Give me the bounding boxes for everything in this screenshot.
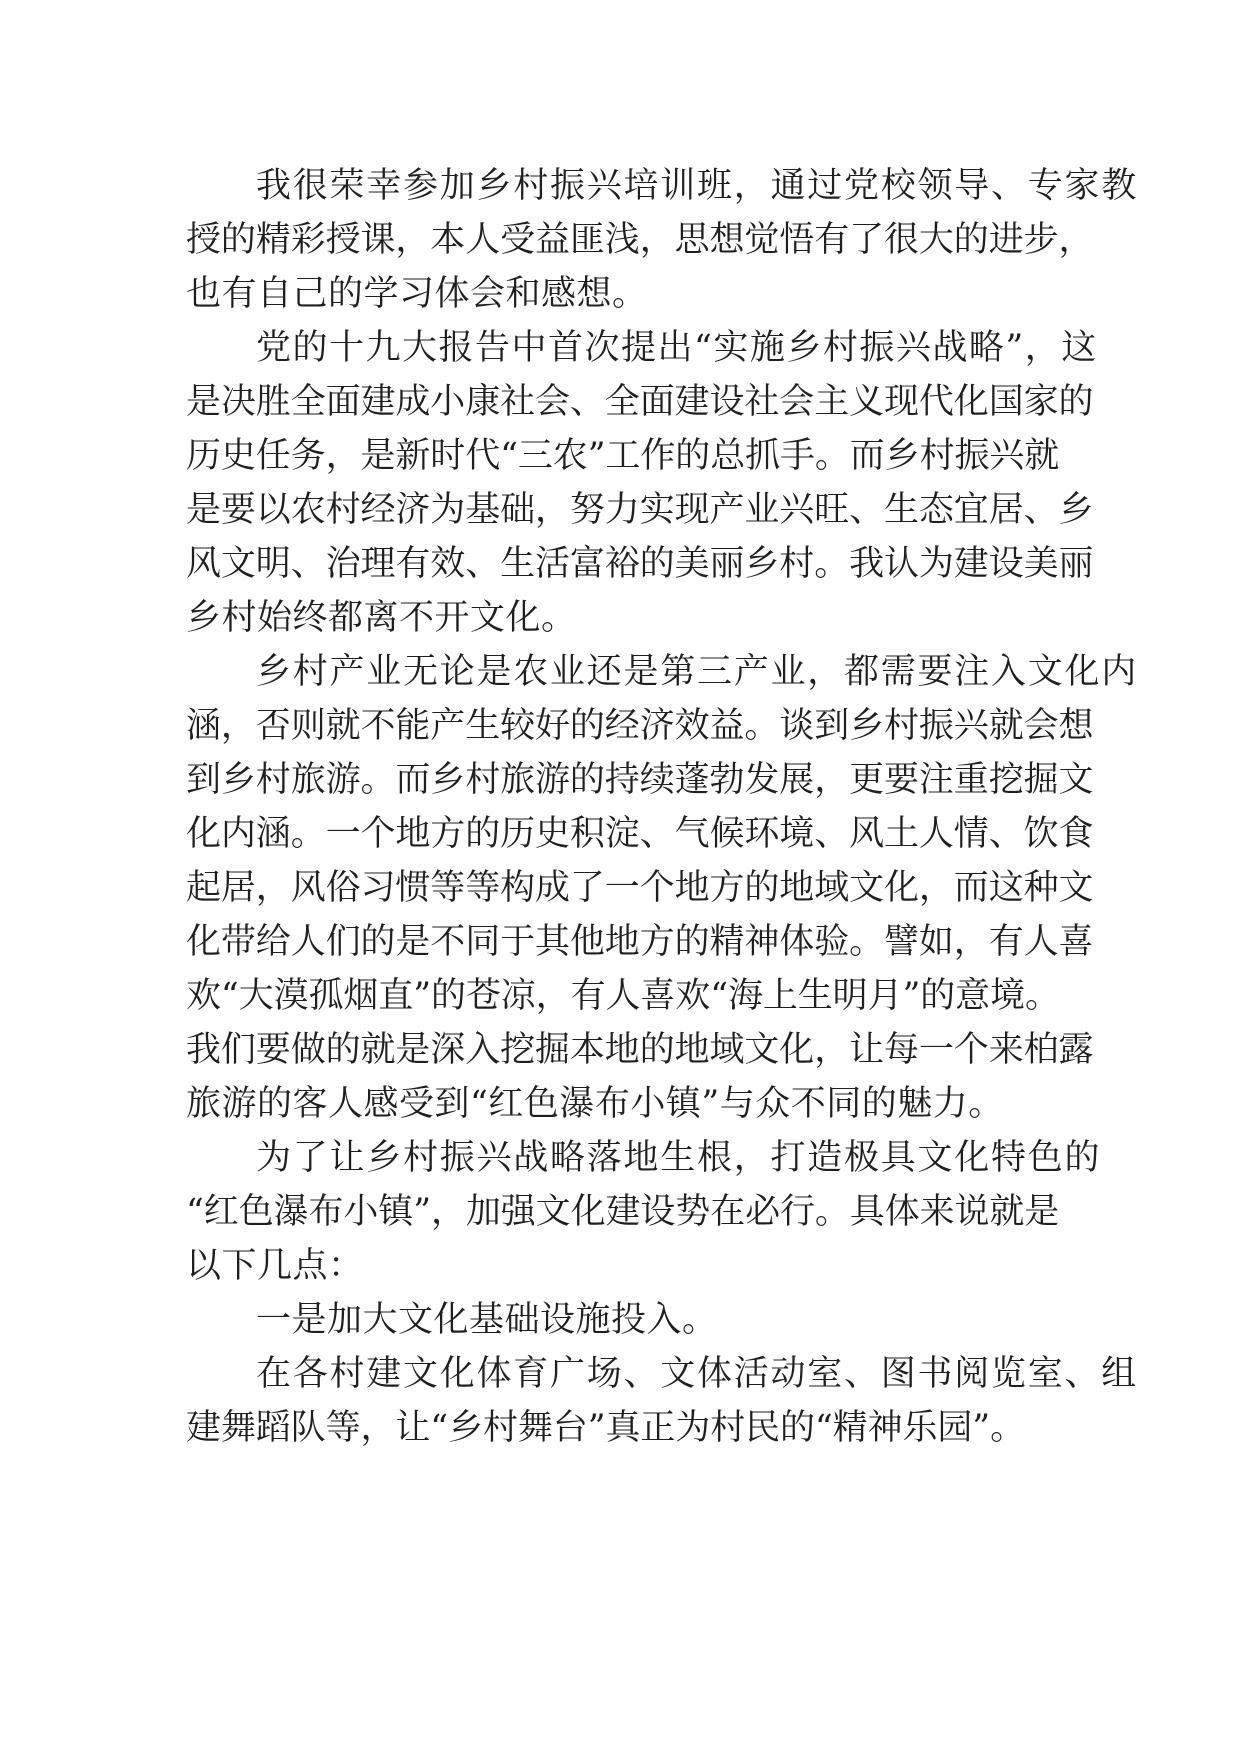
text-line: 到乡村旅游。而乡村旅游的持续蓬勃发展，更要注重挖掘文: [186, 760, 1094, 800]
text-line: 乡村产业无论是农业还是第三产业，都需要注入文化内: [256, 652, 1139, 692]
text-line: 乡村始终都离不开文化。: [186, 598, 577, 638]
text-line: 化带给人们的是不同于其他地方的精神体验。譬如，有人喜: [186, 922, 1094, 962]
text-line: 是决胜全面建成小康社会、全面建设社会主义现代化国家的: [186, 382, 1094, 422]
text-line: 一是加大文化基础设施投入。: [256, 1300, 718, 1340]
text-line: 涵，否则就不能产生较好的经济效益。谈到乡村振兴就会想: [186, 706, 1094, 746]
text-line: 为了让乡村振兴战略落地生根，打造极具文化特色的: [256, 1138, 1102, 1178]
text-line: 建舞蹈队等，让“乡村舞台”真正为村民的“精神乐园”。: [186, 1408, 1025, 1448]
text-line: 化内涵。一个地方的历史积淀、气候环境、风土人情、饮食: [186, 814, 1094, 854]
text-line: 在各村建文化体育广场、文体活动室、图书阅览室、组: [256, 1354, 1139, 1394]
text-line: 起居，风俗习惯等等构成了一个地方的地域文化，而这种文: [186, 868, 1094, 908]
text-line: 我很荣幸参加乡村振兴培训班，通过党校领导、专家教: [256, 166, 1139, 206]
text-line: “红色瀑布小镇”，加强文化建设势在必行。具体来说就是: [186, 1192, 1060, 1232]
text-line: 是要以农村经济为基础，努力实现产业兴旺、生态宜居、乡: [186, 490, 1094, 530]
text-line: 风文明、治理有效、生活富裕的美丽乡村。我认为建设美丽: [186, 544, 1094, 584]
text-line: 历史任务，是新时代“三农”工作的总抓手。而乡村振兴就: [186, 436, 1060, 476]
text-line: 欢“大漠孤烟直”的苍凉，有人喜欢“海上生明月”的意境。: [186, 976, 1060, 1016]
text-line: 授的精彩授课，本人受益匪浅，思想觉悟有了很大的进步，: [186, 220, 1094, 260]
text-line: 旅游的客人感受到“红色瀑布小镇”与众不同的魅力。: [186, 1084, 1004, 1124]
text-line: 以下几点：: [186, 1246, 364, 1286]
text-line: 也有自己的学习体会和感想。: [186, 274, 648, 314]
text-line: 党的十九大报告中首次提出“实施乡村振兴战略”，这: [256, 328, 1098, 368]
text-line: 我们要做的就是深入挖掘本地的地域文化，让每一个来柏露: [186, 1030, 1094, 1070]
